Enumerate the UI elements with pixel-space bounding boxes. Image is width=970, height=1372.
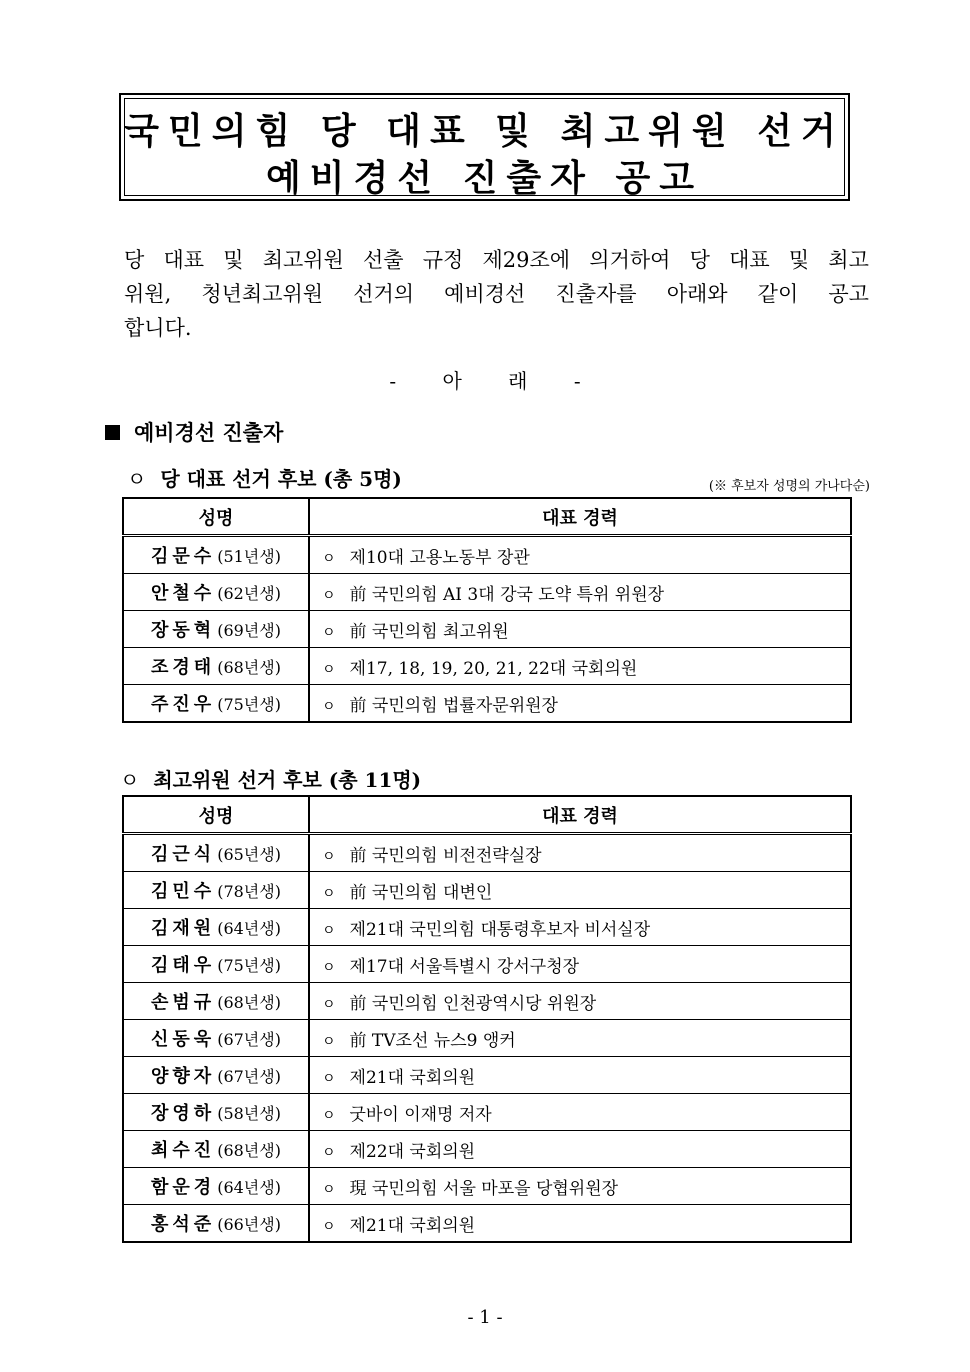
candidate-career: 前 국민의힘 인천광역시당 위원장 bbox=[349, 993, 597, 1014]
candidate-name: 홍석준 bbox=[151, 1214, 216, 1235]
notice-heading: - 아 래 - bbox=[389, 369, 581, 393]
candidate-birth-year: (68년생) bbox=[217, 993, 281, 1012]
candidate-birth-year: (78년생) bbox=[217, 882, 281, 901]
circle-bullet-icon: ㅇ bbox=[322, 624, 336, 641]
intro-word: 제29조에 bbox=[482, 248, 571, 272]
candidate-career-cell bbox=[309, 1205, 851, 1243]
candidate-career: 제21대 국회의원 bbox=[349, 1067, 476, 1088]
candidate-birth-year: (67년생) bbox=[217, 1030, 281, 1049]
intro-word: 최고 bbox=[828, 248, 869, 272]
candidate-career-cell bbox=[309, 648, 851, 685]
candidate-name: 김근식 bbox=[151, 844, 216, 865]
candidate-birth-year: (64년생) bbox=[217, 919, 281, 938]
council-candidates-table bbox=[122, 795, 852, 1243]
intro-word: 청년최고위원 bbox=[201, 282, 324, 306]
candidate-name-cell bbox=[123, 648, 309, 685]
candidate-name: 장영하 bbox=[151, 1103, 216, 1124]
table-row bbox=[123, 648, 851, 685]
intro-word: 진출자를 bbox=[555, 282, 637, 306]
candidate-career: 前 국민의힘 최고위원 bbox=[349, 621, 509, 642]
candidate-name-cell bbox=[123, 611, 309, 648]
title-line-1: 국민의힘 당 대표 및 최고위원 선거 bbox=[124, 111, 845, 152]
candidate-name: 김재원 bbox=[151, 918, 216, 939]
candidate-birth-year: (68년생) bbox=[217, 1141, 281, 1160]
candidate-birth-year: (69년생) bbox=[217, 621, 281, 640]
candidate-name-cell bbox=[123, 834, 309, 872]
council-race-heading bbox=[120, 764, 421, 793]
candidate-career: 제21대 국민의힘 대통령후보자 비서실장 bbox=[349, 919, 651, 940]
circle-bullet-icon: ㅇ bbox=[322, 1144, 336, 1161]
candidate-career-cell bbox=[309, 834, 851, 872]
candidate-name-cell bbox=[123, 983, 309, 1020]
table-row bbox=[123, 1094, 851, 1131]
circle-bullet-icon: ㅇ bbox=[322, 1070, 336, 1087]
table-row bbox=[123, 946, 851, 983]
intro-word: 및 bbox=[788, 248, 810, 272]
candidate-birth-year: (51년생) bbox=[217, 547, 281, 566]
column-header-career: 대표 경력 bbox=[309, 796, 851, 834]
candidate-name-cell bbox=[123, 1168, 309, 1205]
candidate-name-cell bbox=[123, 685, 309, 723]
intro-word: 같이 bbox=[757, 282, 799, 306]
intro-word: 공고 bbox=[828, 282, 869, 306]
candidate-career-cell bbox=[309, 536, 851, 574]
candidate-name-cell bbox=[123, 574, 309, 611]
circle-bullet-icon: ㅇ bbox=[322, 661, 336, 678]
candidate-career: 前 국민의힘 비전전략실장 bbox=[349, 845, 542, 866]
candidate-career-cell bbox=[309, 1094, 851, 1131]
circle-bullet-icon: ㅇ bbox=[322, 1033, 336, 1050]
leader-race-heading-text: 당 대표 선거 후보 (총 5명) bbox=[160, 467, 402, 491]
intro-line-1 bbox=[124, 243, 869, 277]
candidate-name: 김태우 bbox=[151, 955, 216, 976]
candidate-birth-year: (65년생) bbox=[217, 845, 281, 864]
candidate-name-cell bbox=[123, 946, 309, 983]
candidate-career-cell bbox=[309, 983, 851, 1020]
candidate-name: 손범규 bbox=[151, 992, 216, 1013]
leader-candidates-table bbox=[122, 497, 852, 723]
intro-word: 규정 bbox=[422, 248, 464, 272]
candidate-career: 前 국민의힘 대변인 bbox=[349, 882, 493, 903]
candidate-career: 前 TV조선 뉴스9 앵커 bbox=[349, 1030, 516, 1051]
candidate-career-cell bbox=[309, 1168, 851, 1205]
candidate-name-cell bbox=[123, 1020, 309, 1057]
intro-word: 예비경선 bbox=[444, 282, 526, 306]
candidate-name: 김민수 bbox=[151, 881, 216, 902]
circle-bullet-icon: ㅇ bbox=[322, 885, 336, 902]
candidate-name: 주진우 bbox=[151, 694, 216, 715]
candidate-birth-year: (66년생) bbox=[217, 1215, 281, 1234]
candidate-name-cell bbox=[123, 909, 309, 946]
circle-bullet-icon: ㅇ bbox=[322, 698, 336, 715]
candidate-career: 제22대 국회의원 bbox=[349, 1141, 476, 1162]
candidate-name: 조경태 bbox=[151, 657, 216, 678]
candidate-career: 제10대 고용노동부 장관 bbox=[349, 547, 530, 568]
candidate-name: 안철수 bbox=[151, 583, 216, 604]
candidate-career: 제21대 국회의원 bbox=[349, 1215, 476, 1236]
intro-word: 최고위원 bbox=[262, 248, 344, 272]
column-header-name: 성명 bbox=[123, 498, 309, 536]
circle-bullet-icon: ㅇ bbox=[322, 848, 336, 865]
leader-race-heading bbox=[127, 463, 402, 492]
intro-word: 선거의 bbox=[353, 282, 415, 306]
candidate-career: 現 국민의힘 서울 마포을 당협위원장 bbox=[349, 1178, 619, 1199]
candidate-career-cell bbox=[309, 946, 851, 983]
title-box bbox=[119, 93, 850, 201]
intro-word: 대표 bbox=[163, 248, 205, 272]
table-row bbox=[123, 909, 851, 946]
intro-word: 및 bbox=[223, 248, 244, 272]
table-row bbox=[123, 1205, 851, 1243]
table-row bbox=[123, 1057, 851, 1094]
intro-word: 선출 bbox=[363, 248, 404, 272]
square-bullet-icon bbox=[105, 425, 120, 440]
candidate-name-cell bbox=[123, 536, 309, 574]
intro-word: 의거하여 bbox=[589, 248, 671, 272]
candidate-birth-year: (75년생) bbox=[217, 695, 281, 714]
candidate-career-cell bbox=[309, 685, 851, 723]
intro-word: 당 bbox=[124, 248, 145, 272]
table-row bbox=[123, 536, 851, 574]
title-line-2: 예비경선 진출자 공고 bbox=[265, 158, 704, 199]
candidate-name: 김문수 bbox=[151, 546, 216, 567]
candidate-name-cell bbox=[123, 1057, 309, 1094]
table-row bbox=[123, 983, 851, 1020]
candidate-name: 양향자 bbox=[151, 1066, 216, 1087]
table-row bbox=[123, 685, 851, 723]
candidate-career-cell bbox=[309, 611, 851, 648]
council-race-heading-text: 최고위원 선거 후보 (총 11명) bbox=[153, 768, 422, 792]
circle-bullet-icon: ㅇ bbox=[322, 959, 336, 976]
column-header-career: 대표 경력 bbox=[309, 498, 851, 536]
circle-bullet-icon: ㅇ bbox=[322, 1181, 336, 1198]
candidate-career: 前 국민의힘 AI 3대 강국 도약 특위 위원장 bbox=[349, 584, 665, 605]
candidate-name: 함운경 bbox=[151, 1177, 216, 1198]
circle-bullet-icon: ㅇ bbox=[322, 587, 336, 604]
table-row bbox=[123, 1131, 851, 1168]
circle-bullet-icon: ㅇ bbox=[127, 467, 147, 491]
candidate-birth-year: (62년생) bbox=[217, 584, 281, 603]
candidate-birth-year: (64년생) bbox=[217, 1178, 281, 1197]
section-title-text: 예비경선 진출자 bbox=[134, 421, 284, 445]
table-row bbox=[123, 574, 851, 611]
candidate-name-cell bbox=[123, 1131, 309, 1168]
table-row bbox=[123, 1020, 851, 1057]
table-header-row bbox=[123, 796, 851, 834]
circle-bullet-icon: ㅇ bbox=[322, 1107, 336, 1124]
section-title bbox=[105, 417, 283, 447]
candidate-birth-year: (68년생) bbox=[217, 658, 281, 677]
candidate-career: 제17, 18, 19, 20, 21, 22대 국회의원 bbox=[349, 658, 638, 679]
page-number: - 1 - bbox=[467, 1307, 503, 1328]
intro-word: 위원, bbox=[124, 282, 172, 306]
circle-bullet-icon: ㅇ bbox=[120, 768, 140, 792]
circle-bullet-icon: ㅇ bbox=[322, 996, 336, 1013]
ordering-note: (※ 후보자 성명의 가나다순) bbox=[708, 479, 870, 494]
candidate-name-cell bbox=[123, 1094, 309, 1131]
candidate-career-cell bbox=[309, 872, 851, 909]
circle-bullet-icon: ㅇ bbox=[322, 922, 336, 939]
candidate-name-cell bbox=[123, 1205, 309, 1243]
candidate-career-cell bbox=[309, 1057, 851, 1094]
candidate-birth-year: (58년생) bbox=[217, 1104, 281, 1123]
candidate-career-cell bbox=[309, 574, 851, 611]
table-row bbox=[123, 611, 851, 648]
intro-line-2 bbox=[124, 277, 869, 311]
candidate-name: 장동혁 bbox=[151, 620, 216, 641]
candidate-name: 최수진 bbox=[151, 1140, 216, 1161]
intro-word: 대표 bbox=[729, 248, 770, 272]
candidate-career: 제17대 서울특별시 강서구청장 bbox=[349, 956, 580, 977]
circle-bullet-icon: ㅇ bbox=[322, 1218, 336, 1235]
intro-word: 당 bbox=[689, 248, 710, 272]
candidate-career-cell bbox=[309, 1020, 851, 1057]
circle-bullet-icon: ㅇ bbox=[322, 550, 336, 567]
table-row bbox=[123, 872, 851, 909]
candidate-career-cell bbox=[309, 909, 851, 946]
table-row bbox=[123, 1168, 851, 1205]
table-row bbox=[123, 834, 851, 872]
intro-line-3: 합니다. bbox=[124, 316, 192, 340]
candidate-birth-year: (67년생) bbox=[217, 1067, 281, 1086]
candidate-career-cell bbox=[309, 1131, 851, 1168]
column-header-name: 성명 bbox=[123, 796, 309, 834]
candidate-name: 신동욱 bbox=[151, 1029, 216, 1050]
candidate-birth-year: (75년생) bbox=[217, 956, 281, 975]
candidate-career: 前 국민의힘 법률자문위원장 bbox=[349, 695, 558, 716]
candidate-career: 굿바이 이재명 저자 bbox=[349, 1104, 492, 1125]
intro-paragraph bbox=[124, 243, 869, 345]
candidate-name-cell bbox=[123, 872, 309, 909]
table-header-row bbox=[123, 498, 851, 536]
intro-word: 아래와 bbox=[666, 282, 728, 306]
